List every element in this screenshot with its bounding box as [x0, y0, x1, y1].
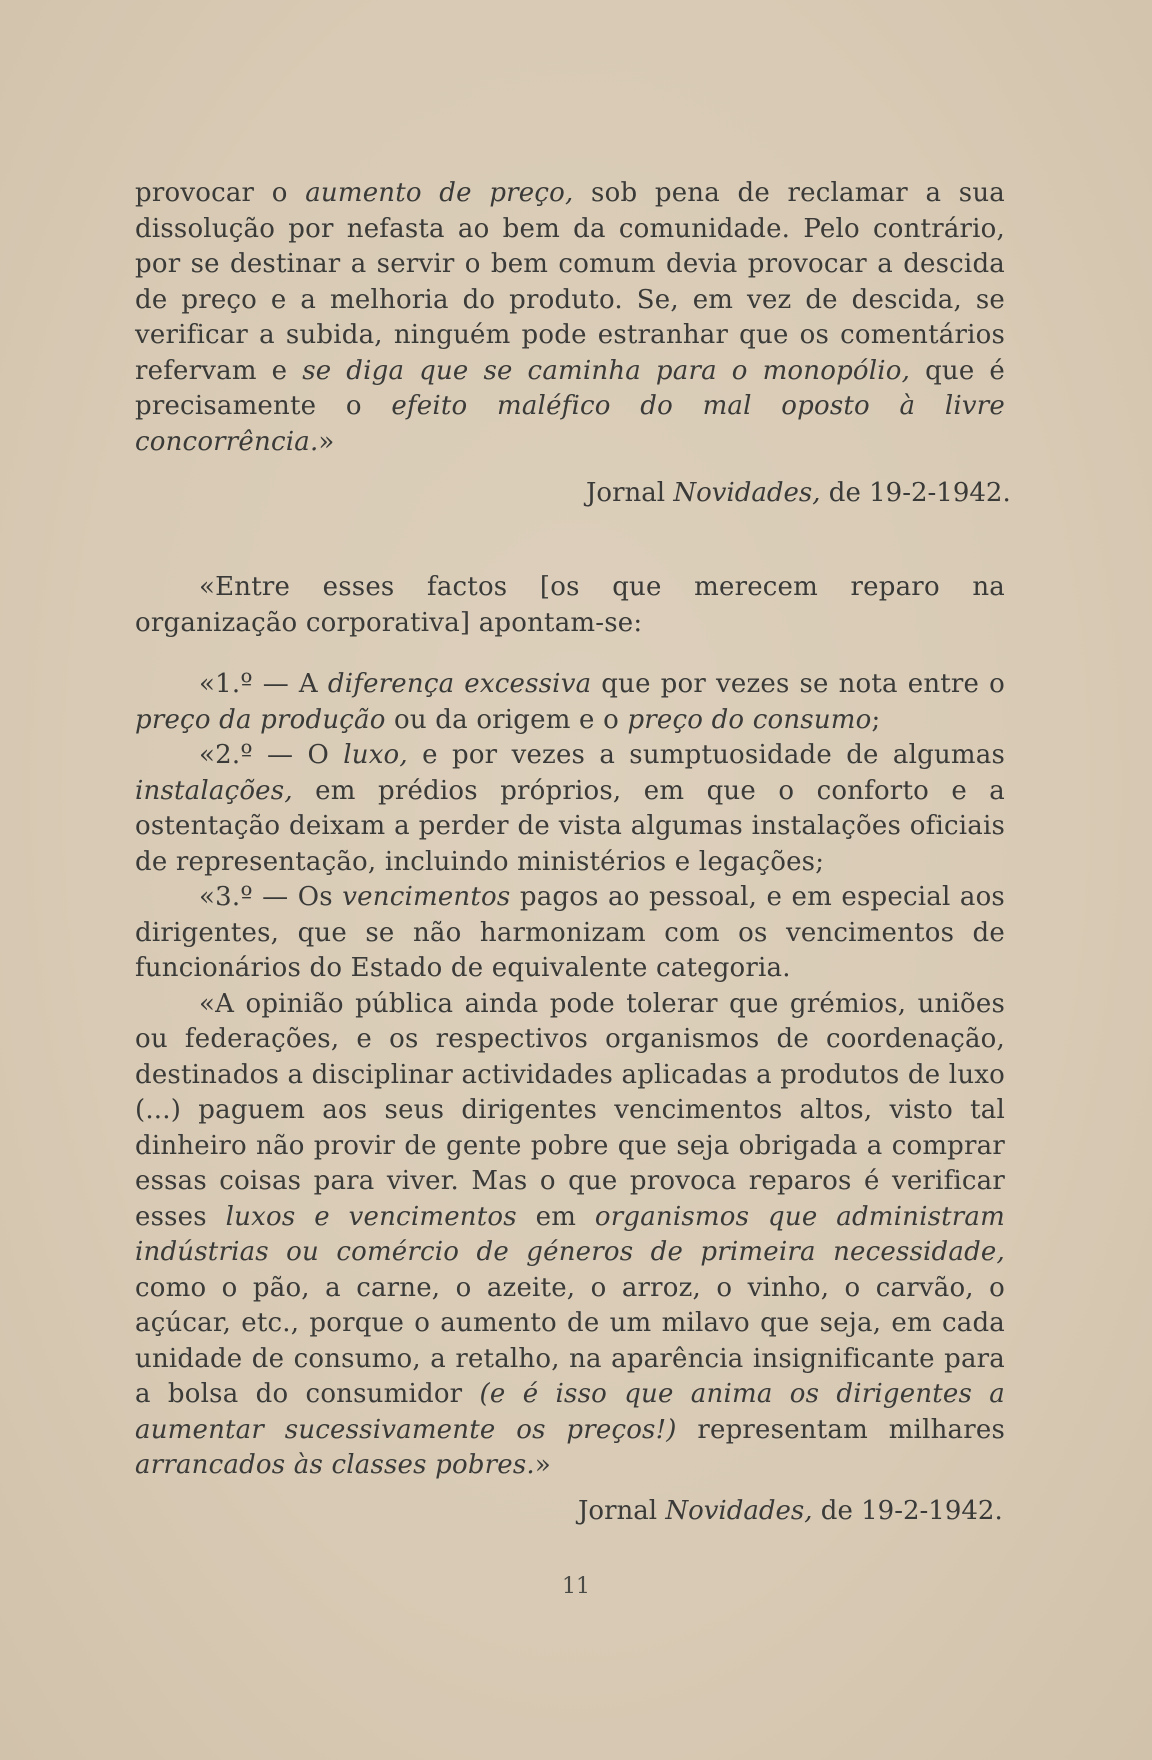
italic-run: arrancados às classes pobres.	[135, 1450, 535, 1480]
text-run: sob pena de reclamar a sua dissolução por nefasta ao bem da comunidade. Pelo contrário, por se destinar a servir o bem comum devia provocar a descida de preço e a melhoria do produto. Se, em vez de descida, se verificar a subida, ninguém pode estranhar que os comentários refervam e	[135, 178, 1005, 386]
italic-run: instalações,	[135, 775, 293, 806]
text-run: que por vezes se nota entre o	[591, 669, 1005, 699]
text-run: provocar o	[135, 178, 306, 208]
text-run: «2.º — O	[199, 740, 344, 770]
source-prefix: Jornal	[578, 1496, 666, 1526]
italic-run: organismos que administram indústrias ou comércio de géneros de primeira necessidade,	[135, 1201, 1005, 1267]
text-run: »	[318, 426, 335, 457]
source-citation-1	[586, 476, 1011, 511]
text-run: em	[516, 1201, 595, 1232]
text-run: como o pão, a carne, o azeite, o arroz, o vinho, o carvão, o açúcar, etc., porque o aumento de um milavo que seja, em cada unidade de consumo, a retalho, na aparência insignificante para a bolsa do consumidor	[135, 1272, 1005, 1409]
text-run: ;	[871, 704, 881, 735]
paragraph-intro: «Entre esses factos [os que merecem reparo na organização corporativa] apontam-se:	[135, 572, 1005, 638]
text-run: em prédios próprios, em que o conforto e a ostentação deixam a perder de vista algumas instalações oficiais de representação, incluindo ministérios e legações;	[135, 775, 1005, 877]
italic-run: se diga que se caminha para o monopólio,	[302, 355, 911, 386]
italic-run: efeito maléfico do mal oposto à livre concorrência.	[135, 391, 1005, 457]
source-citation-2	[578, 1494, 1003, 1529]
text-block-quote	[135, 570, 1005, 1484]
source-title: Novidades,	[665, 1496, 813, 1526]
paragraph-opinion	[135, 987, 1005, 1484]
italic-run: luxos e vencimentos	[225, 1201, 517, 1232]
italic-run: vencimentos	[342, 882, 511, 912]
text-run: representam milhares	[676, 1414, 1005, 1445]
list-item-2	[135, 738, 1005, 880]
text-run: «3.º — Os	[199, 882, 343, 912]
text-run: pagos ao pessoal, e em especial aos dirigentes, que se não harmonizam com os vencimentos de funcionários do Estado de equivalente categoria.	[135, 882, 1005, 983]
text-run: que é precisamente o	[135, 355, 1005, 421]
text-run: e por vezes a sumptuosidade de algumas	[407, 740, 1005, 770]
text-block-top	[135, 176, 1005, 460]
paragraph-continuation	[135, 176, 1005, 460]
page-number: 11	[562, 1574, 590, 1599]
text-run: »	[534, 1450, 552, 1480]
list-item-3	[135, 880, 1005, 987]
italic-run: (e é isso que anima os dirigentes a aumentar sucessivamente os preços!)	[135, 1379, 1005, 1445]
italic-run: aumento de preço,	[305, 178, 574, 208]
italic-run: preço da produção	[135, 704, 386, 735]
source-title: Novidades,	[673, 478, 821, 508]
text-run: «A opinião pública ainda pode tolerar que grémios, uniões ou federações, e os respectivos organismos de coordenação, destinados a disciplinar actividades aplicadas a produtos de luxo (...) paguem aos seus dirigentes vencimentos altos, visto tal dinheiro não provir de gente pobre que seja obrigada a comprar essas coisas para viver. Mas o que provoca reparos é verificar esses	[135, 988, 1005, 1232]
italic-run: preço do consumo	[627, 704, 872, 735]
source-date: de 19-2-1942.	[820, 478, 1011, 508]
text-run: «1.º — A	[199, 669, 328, 699]
italic-run: luxo,	[343, 740, 408, 770]
source-date: de 19-2-1942.	[812, 1496, 1003, 1526]
source-prefix: Jornal	[586, 478, 674, 508]
text-run: ou da origem e o	[385, 704, 628, 735]
italic-run: diferença excessiva	[327, 669, 592, 699]
list-item-1	[135, 667, 1005, 738]
